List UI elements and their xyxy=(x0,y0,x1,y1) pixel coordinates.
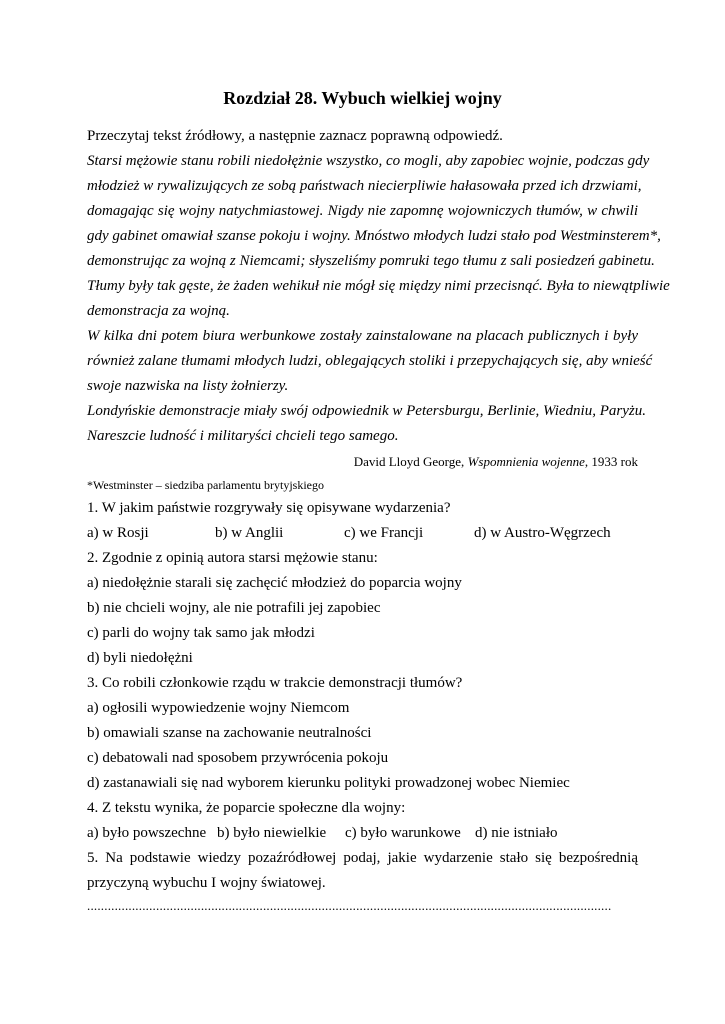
footnote: *Westminster – siedziba parlamentu brytyjskiego xyxy=(87,478,324,492)
q4-option-d[interactable]: d) nie istniało xyxy=(475,825,558,841)
q3-option-b[interactable]: b) omawiali szanse na zachowanie neutralności xyxy=(87,725,372,741)
question-3: 3. Co robili członkowie rządu w trakcie demonstracji tłumów? xyxy=(87,675,463,691)
q2-option-c[interactable]: c) parli do wojny tak samo jak młodzi xyxy=(87,625,315,641)
source-line: młodzież w rywalizujących ze sobą państwach niecierpliwie hałasowała przed ich drzwiami, xyxy=(87,178,642,194)
source-line: Starsi mężowie stanu robili niedołężnie wszystko, co mogli, aby zapobiec wojnie, podczas gdy xyxy=(87,153,650,169)
attribution-year: , 1933 rok xyxy=(584,454,638,469)
question-2: 2. Zgodnie z opinią autora starsi mężowie stanu: xyxy=(87,550,378,566)
q2-option-b[interactable]: b) nie chcieli wojny, ale nie potrafili jej zapobiec xyxy=(87,600,381,616)
q1-option-d[interactable]: d) w Austro-Węgrzech xyxy=(474,525,611,541)
source-line: Nareszcie ludność i militaryści chcieli tego samego. xyxy=(87,428,399,444)
attribution-work: Wspomnienia wojenne xyxy=(467,454,585,469)
q4-option-a[interactable]: a) było powszechne xyxy=(87,825,207,841)
source-line: również zalane tłumami młodych ludzi, oblegających stoliki i przepychających się, aby wnieść xyxy=(87,353,653,369)
source-line: domagając się wojny natychmiastowej. Nigdy nie zapomnę wojowniczych tłumów, w chwili xyxy=(87,203,638,219)
source-line: gdy gabinet omawiał szanse pokoju i wojny. Mnóstwo młodych ludzi stało pod Westminsterem*, xyxy=(87,228,661,244)
source-line: W kilka dni potem biura werbunkowe zostały zainstalowane na placach publicznych i były xyxy=(87,328,638,344)
source-line: Londyńskie demonstracje miały swój odpowiednik w Petersburgu, Berlinie, Wiedniu, Paryżu. xyxy=(87,403,646,419)
q1-option-b[interactable]: b) w Anglii xyxy=(215,525,284,541)
q3-option-c[interactable]: c) debatowali nad sposobem przywrócenia pokoju xyxy=(87,750,389,766)
source-text xyxy=(87,149,670,449)
source-line: demonstracja za wojną. xyxy=(87,303,230,319)
content xyxy=(87,124,670,916)
question-5-line-1: 5. Na podstawie wiedzy pozaźródłowej podaj, jakie wydarzenie stało się bezpośrednią xyxy=(87,850,638,866)
question-1-options xyxy=(87,521,638,546)
q4-option-b[interactable]: b) było niewielkie xyxy=(217,825,327,841)
attribution-author: David Lloyd George, xyxy=(353,454,468,469)
instruction: Przeczytaj tekst źródłowy, a następnie zaznacz poprawną odpowiedź. xyxy=(87,128,503,144)
question-5-line-2: przyczyną wybuchu I wojny światowej. xyxy=(87,875,326,891)
q3-option-a[interactable]: a) ogłosili wypowiedzenie wojny Niemcom xyxy=(87,700,350,716)
question-1: 1. W jakim państwie rozgrywały się opisywane wydarzenia? xyxy=(87,500,451,516)
page-title: Rozdział 28. Wybuch wielkiej wojny xyxy=(223,88,502,108)
source-attribution xyxy=(87,449,638,474)
answer-line[interactable]: ........................................................................................................................................................ xyxy=(87,898,612,913)
source-line: Tłumy były tak gęste, że żaden wehikuł nie mógł się między nimi przecisnąć. Była to niewątpliwie xyxy=(87,278,670,294)
question-4-options xyxy=(87,821,638,846)
q3-option-d[interactable]: d) zastanawiali się nad wyborem kierunku polityki prowadzonej wobec Niemiec xyxy=(87,775,570,791)
q2-option-d[interactable]: d) byli niedołężni xyxy=(87,650,193,666)
source-line: swoje nazwiska na listy żołnierzy. xyxy=(87,378,289,394)
q2-option-a[interactable]: a) niedołężnie starali się zachęcić młodzież do poparcia wojny xyxy=(87,575,462,591)
q4-option-c[interactable]: c) było warunkowe xyxy=(345,825,461,841)
question-4: 4. Z tekstu wynika, że poparcie społeczne dla wojny: xyxy=(87,800,406,816)
q1-option-c[interactable]: c) we Francji xyxy=(344,525,424,541)
q1-option-a[interactable]: a) w Rosji xyxy=(87,525,149,541)
source-line: demonstrując za wojną z Niemcami; słyszeliśmy pomruki tego tłumu z sali posiedzeń gabinetu. xyxy=(87,253,655,269)
